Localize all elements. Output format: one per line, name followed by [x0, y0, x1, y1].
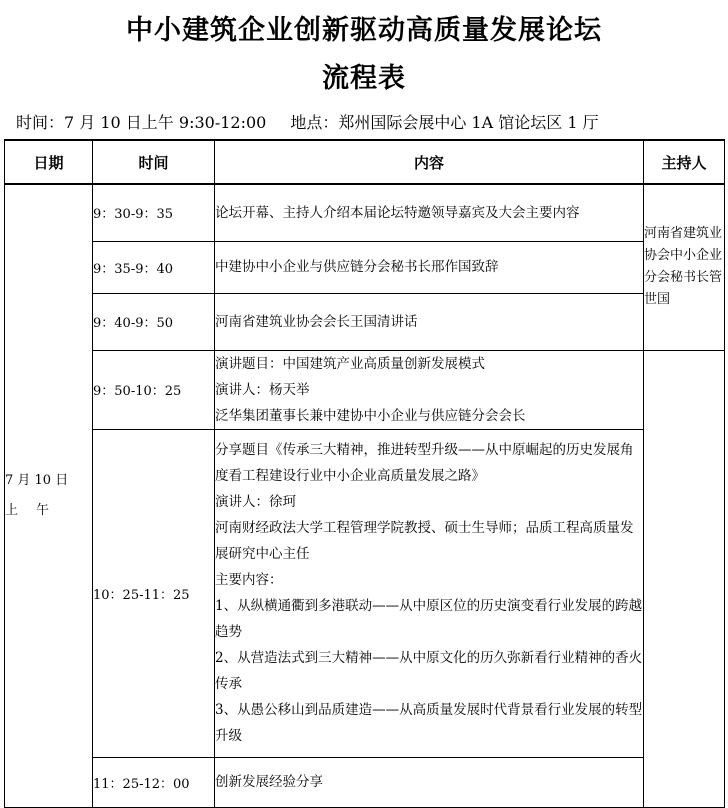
content-cell	[215, 293, 644, 350]
speaker: 演讲人：徐珂	[215, 494, 296, 510]
table-row	[5, 184, 725, 241]
table-row	[5, 757, 725, 807]
header-content: 内容	[215, 140, 644, 184]
time-cell: 10：25-11：25	[93, 429, 215, 757]
table-header-row	[5, 140, 725, 184]
header-host: 主持人	[644, 140, 725, 184]
speaker-title: 泛华集团董事长兼中建协中小企业与供应链分会会长	[215, 407, 526, 424]
time-cell: 9：40-9：50	[93, 293, 215, 350]
content-text: 河南省建筑业协会会长王国清讲话	[215, 313, 418, 330]
content-cell	[215, 429, 644, 757]
host-empty-cell	[644, 350, 725, 807]
table-row	[5, 293, 725, 350]
content-point-1: 1、从纵横通衢到多港联动——从中原区位的历史演变看行业发展的跨越趋势	[215, 598, 643, 640]
time-cell: 9：30-9：35	[93, 184, 215, 241]
date-value: 7 月 10 日	[5, 472, 69, 488]
main-content-label: 主要内容：	[215, 572, 283, 588]
page-title: 中小建筑企业创新驱动高质量发展论坛	[126, 15, 602, 46]
content-cell	[215, 184, 644, 241]
content-point-3: 3、从愚公移山到品质建造——从高质量发展时代背景看行业发展的转型升级	[215, 702, 643, 744]
content-cell	[215, 757, 644, 807]
content-text: 创新发展经验分享	[215, 774, 323, 790]
content-text: 中建协中小企业与供应链分会秘书长邢作国致辞	[215, 259, 499, 275]
content-cell	[215, 350, 644, 429]
period-value: 上午	[5, 502, 68, 518]
table-row	[5, 241, 725, 293]
event-place: 地点：郑州国际会展中心 1A 馆论坛区 1 厅	[290, 113, 599, 132]
table-row	[5, 350, 725, 429]
speech-topic: 演讲题目：中国建筑产业高质量创新发展模式	[215, 355, 485, 372]
schedule-table	[4, 139, 725, 808]
event-time: 时间：7 月 10 日上午 9:30-12:00	[16, 113, 267, 132]
speaker: 演讲人：杨天举	[215, 381, 310, 398]
date-cell	[5, 184, 93, 807]
speaker-title: 河南财经政法大学工程管理学院教授、硕士生导师；品质工程高质量发展研究中心主任	[215, 520, 634, 562]
event-meta	[16, 112, 716, 134]
header-time: 时间	[93, 140, 215, 184]
content-cell	[215, 241, 644, 293]
page-subtitle: 流程表	[322, 63, 406, 94]
table-row	[5, 429, 725, 757]
share-topic: 分享题目《传承三大精神，推进转型升级——从中原崛起的历史发展角度看工程建设行业中小企业高质量发展之路》	[215, 442, 634, 484]
time-cell: 9：35-9：40	[93, 241, 215, 293]
host-cell	[644, 184, 725, 350]
content-text: 论坛开幕、主持人介绍本届论坛特邀领导嘉宾及大会主要内容	[215, 204, 580, 221]
content-point-2: 2、从营造法式到三大精神——从中原文化的历久弥新看行业精神的香火传承	[215, 650, 643, 692]
host-value: 河南省建筑业协会中小企业分会秘书长管世国	[644, 226, 723, 308]
header-date: 日期	[5, 140, 93, 184]
time-cell: 11：25-12：00	[93, 757, 215, 807]
time-cell: 9：50-10：25	[93, 350, 215, 429]
